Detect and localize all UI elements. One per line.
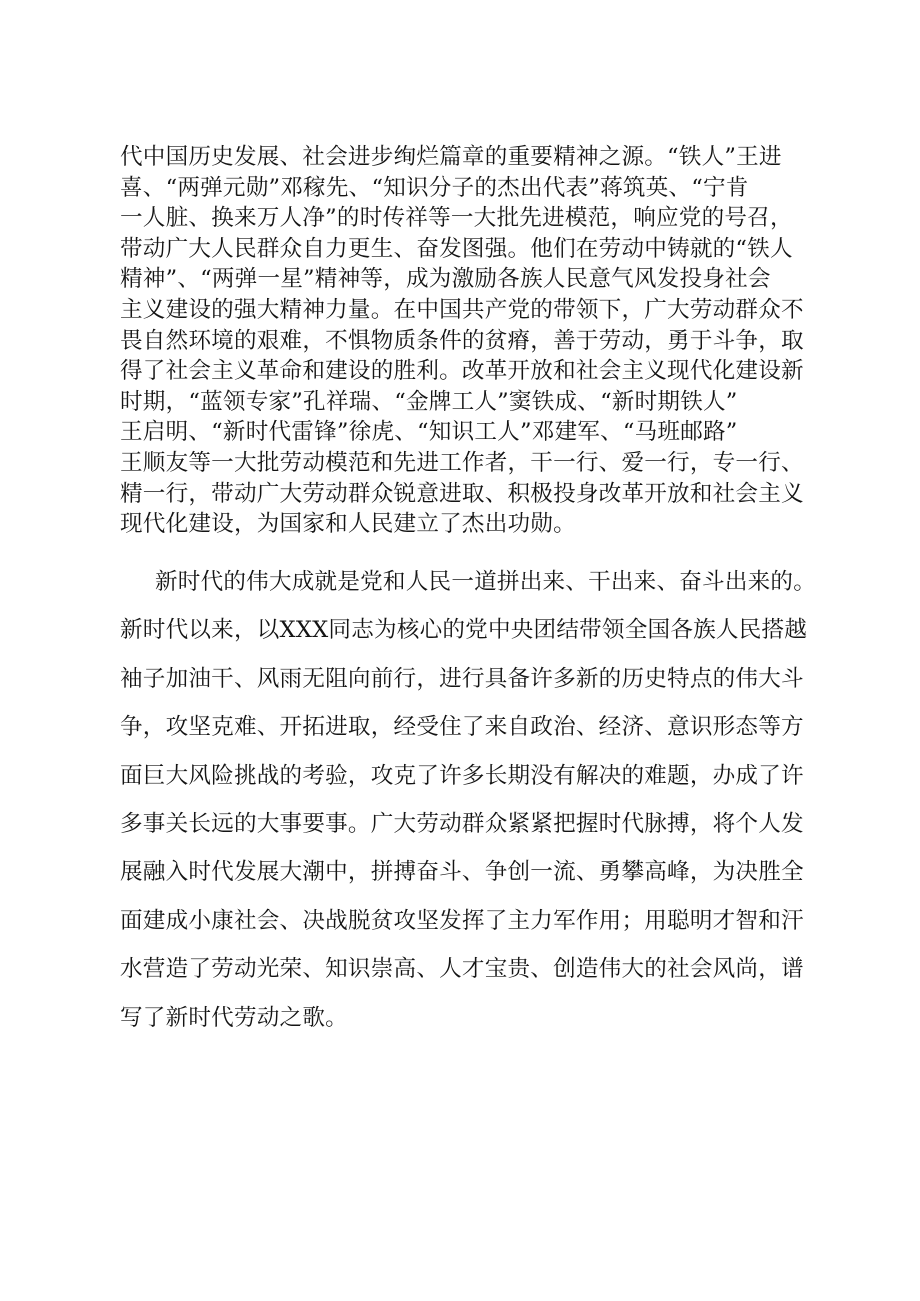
- text-line-first: 新时代的伟大成就是党和人民一道拼出来、干出来、奋斗出来的。: [155, 569, 817, 595]
- text-line: 展融入时代发展大潮中，拼搏奋斗、争创一流、勇攀高峰，为决胜全: [120, 859, 804, 886]
- text-line: 面巨大风险挑战的考验，攻克了许多长期没有解决的难题，办成了许: [120, 762, 804, 789]
- text-line: 一人脏、换来万人净”的时传祥等一大批先进模范，响应党的号召，: [120, 205, 793, 232]
- text-line: 精神”、“两弹一星”精神等，成为激励各族人民意气风发投身社会: [120, 266, 771, 293]
- text-line: 写了新时代劳动之歌。: [120, 1004, 348, 1031]
- text-line: 畏自然环境的艰难，不惧物质条件的贫瘠，善于劳动，勇于斗争，取: [120, 327, 804, 354]
- text-line: 新时代以来，以XXX同志为核心的党中央团结带领全国各族人民搭越: [120, 617, 808, 644]
- text-line: 喜、“两弹元勋”邓稼先、“知识分子的杰出代表”蒋筑英、“宁肯: [120, 174, 749, 201]
- paragraph-new-era: [120, 558, 817, 1042]
- paragraph-labor-heroes: [120, 142, 810, 540]
- text-line: 主义建设的强大精神力量。在中国共产党的带领下，广大劳动群众不: [120, 296, 804, 323]
- text-line: 现代化建设，为国家和人民建立了杰出功勋。: [120, 511, 576, 538]
- text-line: 王启明、“新时代雷锋”徐虎、“知识工人”邓建军、“马班邮路”: [120, 419, 738, 446]
- text-line: 争，攻坚克难、开拓进取，经受住了来自政治、经济、意识形态等方: [120, 714, 804, 741]
- text-line: 面建成小康社会、决战脱贫攻坚发挥了主力军作用；用聪明才智和汗: [120, 907, 804, 934]
- text-line: 时期，“蓝领专家”孔祥瑞、“金牌工人”窦铁成、“新时期铁人”: [120, 388, 738, 415]
- text-line: 王顺友等一大批劳动模范和先进工作者，干一行、爱一行，专一行、: [120, 449, 804, 476]
- text-line: 精一行，带动广大劳动群众锐意进取、积极投身改革开放和社会主义: [120, 480, 804, 507]
- text-line: 得了社会主义革命和建设的胜利。改革开放和社会主义现代化建设新: [120, 358, 804, 385]
- text-line: 袖子加油干、风雨无阻向前行，进行具备许多新的历史特点的伟大斗: [120, 665, 804, 692]
- text-line: 代中国历史发展、社会进步绚烂篇章的重要精神之源。“铁人”王进: [120, 144, 782, 170]
- text-line: 多事关长远的大事要事。广大劳动群众紧紧把握时代脉搏，将个人发: [120, 810, 804, 837]
- text-line: 水营造了劳动光荣、知识崇高、人才宝贵、创造伟大的社会风尚，谱: [120, 956, 804, 983]
- text-line: 带动广大人民群众自力更生、奋发图强。他们在劳动中铸就的“铁人: [120, 235, 793, 262]
